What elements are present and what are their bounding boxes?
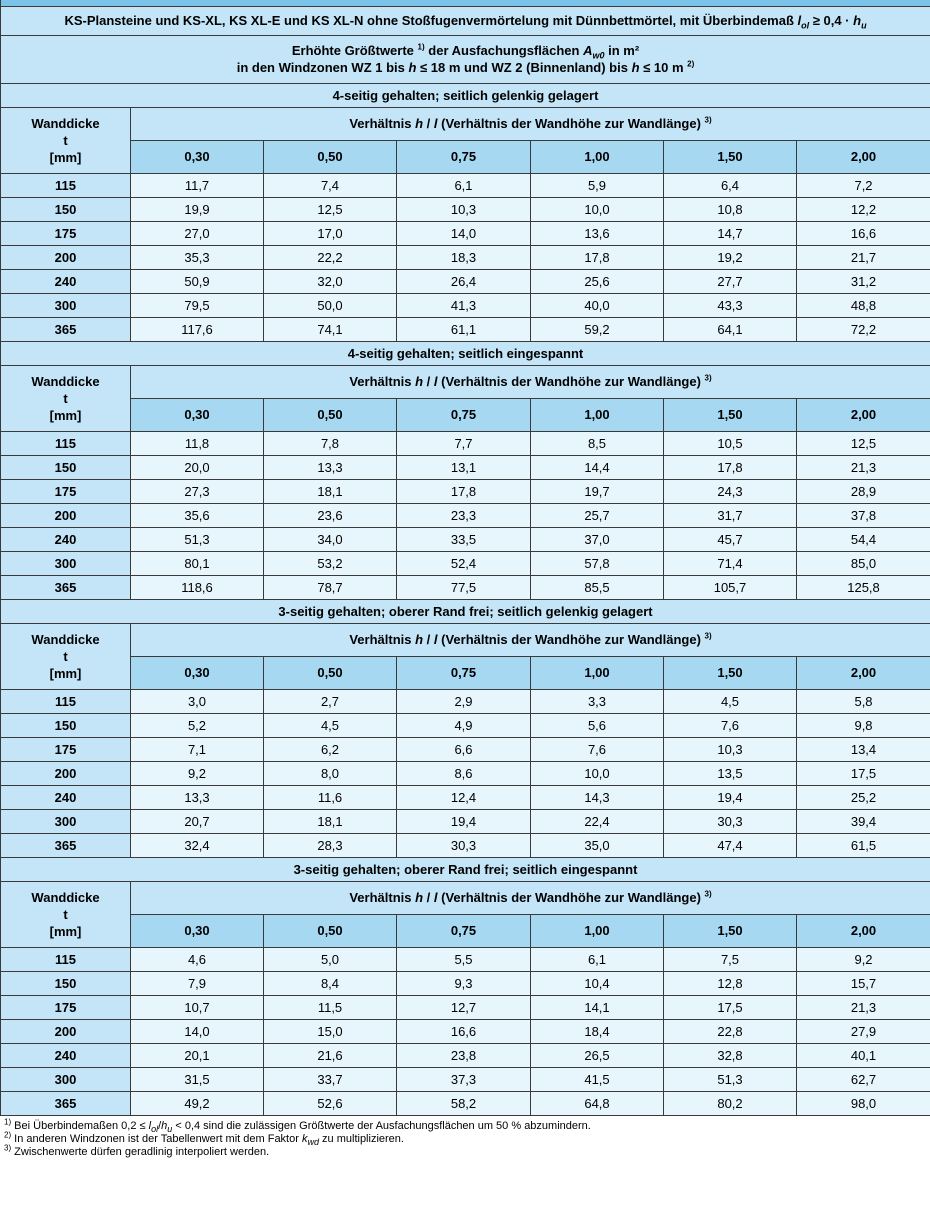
table-row (1, 317, 930, 341)
value-cell: 16,6 (797, 221, 930, 245)
value-cell: 18,1 (264, 479, 397, 503)
ratio-column-header: 0,30 (131, 656, 264, 689)
table-row (1, 689, 930, 713)
table-row (1, 293, 930, 317)
value-cell: 12,7 (397, 995, 531, 1019)
table-row (1, 971, 930, 995)
value-cell: 12,5 (797, 431, 930, 455)
value-cell: 80,2 (664, 1091, 797, 1115)
value-cell: 31,7 (664, 503, 797, 527)
value-cell: 14,3 (531, 785, 664, 809)
value-cell: 19,9 (131, 197, 264, 221)
wall-thickness-cell: 365 (1, 1091, 131, 1115)
value-cell: 22,8 (664, 1019, 797, 1043)
wall-thickness-label: Wanddicke t [mm] (1, 881, 131, 947)
value-cell: 21,3 (797, 995, 930, 1019)
value-cell: 19,2 (664, 245, 797, 269)
table-row (1, 479, 930, 503)
value-cell: 18,3 (397, 245, 531, 269)
value-cell: 10,4 (531, 971, 664, 995)
section-title-row (1, 83, 930, 107)
wall-thickness-cell: 300 (1, 293, 131, 317)
value-cell: 30,3 (397, 833, 531, 857)
value-cell: 19,7 (531, 479, 664, 503)
wall-thickness-label: Wanddicke t [mm] (1, 365, 131, 431)
table-row (1, 947, 930, 971)
value-cell: 21,3 (797, 455, 930, 479)
value-cell: 13,6 (531, 221, 664, 245)
table-subheading (1, 35, 930, 83)
table-row (1, 785, 930, 809)
value-cell: 12,8 (664, 971, 797, 995)
value-cell: 21,7 (797, 245, 930, 269)
section-title-row (1, 599, 930, 623)
value-cell: 6,1 (531, 947, 664, 971)
table-row (1, 431, 930, 455)
table-row (1, 527, 930, 551)
section-title: 4-seitig gehalten; seitlich eingespannt (1, 341, 930, 365)
value-cell: 48,8 (797, 293, 930, 317)
value-cell: 10,3 (664, 737, 797, 761)
value-cell: 37,8 (797, 503, 930, 527)
ratio-header-row (1, 623, 930, 656)
value-cell: 17,0 (264, 221, 397, 245)
value-cell: 15,0 (264, 1019, 397, 1043)
value-cell: 14,1 (531, 995, 664, 1019)
table-row (1, 269, 930, 293)
ratio-header-row (1, 107, 930, 140)
value-cell: 13,3 (131, 785, 264, 809)
value-cell: 37,3 (397, 1067, 531, 1091)
ratio-columns-row (1, 914, 930, 947)
wall-thickness-cell: 115 (1, 173, 131, 197)
value-cell: 59,2 (531, 317, 664, 341)
value-cell: 40,0 (531, 293, 664, 317)
value-cell: 64,1 (664, 317, 797, 341)
ratio-header-row (1, 365, 930, 398)
value-cell: 31,5 (131, 1067, 264, 1091)
ratio-column-header: 0,50 (264, 398, 397, 431)
value-cell: 118,6 (131, 575, 264, 599)
value-cell: 19,4 (664, 785, 797, 809)
value-cell: 25,7 (531, 503, 664, 527)
table-row (1, 455, 930, 479)
value-cell: 40,1 (797, 1043, 930, 1067)
value-cell: 79,5 (131, 293, 264, 317)
value-cell: 45,7 (664, 527, 797, 551)
value-cell: 19,4 (397, 809, 531, 833)
value-cell: 50,0 (264, 293, 397, 317)
value-cell: 27,3 (131, 479, 264, 503)
value-cell: 7,6 (664, 713, 797, 737)
value-cell: 23,8 (397, 1043, 531, 1067)
wall-thickness-cell: 115 (1, 431, 131, 455)
section-title: 3-seitig gehalten; oberer Rand frei; seitlich eingespannt (1, 857, 930, 881)
table-row (1, 713, 930, 737)
value-cell: 62,7 (797, 1067, 930, 1091)
value-cell: 5,9 (531, 173, 664, 197)
wall-thickness-cell: 240 (1, 1043, 131, 1067)
table-row (1, 245, 930, 269)
wall-thickness-cell: 240 (1, 527, 131, 551)
ratio-columns-row (1, 140, 930, 173)
table-row (1, 761, 930, 785)
value-cell: 85,5 (531, 575, 664, 599)
value-cell: 53,2 (264, 551, 397, 575)
value-cell: 9,8 (797, 713, 930, 737)
value-cell: 78,7 (264, 575, 397, 599)
wall-thickness-cell: 150 (1, 971, 131, 995)
table-row (1, 575, 930, 599)
ratio-column-header: 1,50 (664, 140, 797, 173)
value-cell: 80,1 (131, 551, 264, 575)
wall-thickness-cell: 175 (1, 995, 131, 1019)
table-row (1, 737, 930, 761)
value-cell: 34,0 (264, 527, 397, 551)
table-row (1, 833, 930, 857)
value-cell: 117,6 (131, 317, 264, 341)
value-cell: 7,8 (264, 431, 397, 455)
ratio-header-row (1, 881, 930, 914)
value-cell: 7,7 (397, 431, 531, 455)
value-cell: 26,5 (531, 1043, 664, 1067)
table-row (1, 1091, 930, 1115)
value-cell: 17,8 (664, 455, 797, 479)
wall-thickness-cell: 365 (1, 833, 131, 857)
ratio-column-header: 1,50 (664, 914, 797, 947)
value-cell: 10,0 (531, 197, 664, 221)
value-cell: 9,3 (397, 971, 531, 995)
ratio-label: Verhältnis h / l (Verhältnis der Wandhöhe zur Wandlänge) $^{3)}$ (131, 623, 930, 656)
value-cell: 13,3 (264, 455, 397, 479)
value-cell: 5,5 (397, 947, 531, 971)
ratio-column-header: 2,00 (797, 140, 930, 173)
value-cell: 32,4 (131, 833, 264, 857)
wall-thickness-cell: 200 (1, 245, 131, 269)
wall-thickness-cell: 115 (1, 947, 131, 971)
value-cell: 27,0 (131, 221, 264, 245)
wall-thickness-cell: 300 (1, 809, 131, 833)
value-cell: 98,0 (797, 1091, 930, 1115)
value-cell: 27,9 (797, 1019, 930, 1043)
value-cell: 23,3 (397, 503, 531, 527)
value-cell: 14,0 (397, 221, 531, 245)
table-title (1, 6, 930, 35)
value-cell: 52,4 (397, 551, 531, 575)
value-cell: 17,5 (664, 995, 797, 1019)
value-cell: 35,3 (131, 245, 264, 269)
value-cell: 18,4 (531, 1019, 664, 1043)
value-cell: 27,7 (664, 269, 797, 293)
value-cell: 2,7 (264, 689, 397, 713)
value-cell: 6,1 (397, 173, 531, 197)
value-cell: 10,0 (531, 761, 664, 785)
ratio-column-header: 1,00 (531, 656, 664, 689)
wall-thickness-cell: 175 (1, 221, 131, 245)
ratio-column-header: 0,30 (131, 398, 264, 431)
ratio-column-header: 0,50 (264, 656, 397, 689)
value-cell: 20,7 (131, 809, 264, 833)
value-cell: 16,6 (397, 1019, 531, 1043)
value-cell: 9,2 (797, 947, 930, 971)
table-row (1, 1043, 930, 1067)
value-cell: 12,2 (797, 197, 930, 221)
table-row (1, 809, 930, 833)
wall-thickness-cell: 150 (1, 197, 131, 221)
value-cell: 33,7 (264, 1067, 397, 1091)
value-cell: 43,3 (664, 293, 797, 317)
ratio-label: Verhältnis h / l (Verhältnis der Wandhöhe zur Wandlänge) $^{3)}$ (131, 881, 930, 914)
value-cell: 64,8 (531, 1091, 664, 1115)
subheading-line-1: Erhöhte Größtwerte $^{1)}$ der Ausfachungsflächen $A_{w0}$ in m² (291, 42, 640, 61)
value-cell: 31,2 (797, 269, 930, 293)
ratio-column-header: 0,75 (397, 656, 531, 689)
value-cell: 52,6 (264, 1091, 397, 1115)
value-cell: 17,8 (531, 245, 664, 269)
wall-thickness-cell: 175 (1, 737, 131, 761)
value-cell: 105,7 (664, 575, 797, 599)
value-cell: 20,1 (131, 1043, 264, 1067)
value-cell: 4,5 (664, 689, 797, 713)
footnote-3: $^{3)}$ Zwischenwerte dürfen geradlinig interpoliert werden. (4, 1142, 270, 1158)
wall-thickness-cell: 300 (1, 1067, 131, 1091)
value-cell: 7,6 (531, 737, 664, 761)
ratio-column-header: 0,50 (264, 914, 397, 947)
wall-thickness-cell: 175 (1, 479, 131, 503)
value-cell: 77,5 (397, 575, 531, 599)
wall-thickness-cell: 240 (1, 269, 131, 293)
wall-thickness-cell: 200 (1, 503, 131, 527)
value-cell: 7,9 (131, 971, 264, 995)
wall-thickness-cell: 115 (1, 689, 131, 713)
footnotes (0, 1116, 930, 1159)
value-cell: 7,1 (131, 737, 264, 761)
ratio-column-header: 0,30 (131, 140, 264, 173)
footnote-2: $^{2)}$ In anderen Windzonen ist der Tabellenwert mit dem Faktor $k_{wd}$ zu multiplizieren. (4, 1129, 404, 1147)
value-cell: 5,8 (797, 689, 930, 713)
value-cell: 12,5 (264, 197, 397, 221)
ratio-columns-row (1, 398, 930, 431)
value-cell: 14,4 (531, 455, 664, 479)
table-row (1, 221, 930, 245)
value-cell: 14,0 (131, 1019, 264, 1043)
value-cell: 30,3 (664, 809, 797, 833)
value-cell: 7,5 (664, 947, 797, 971)
wall-thickness-cell: 365 (1, 575, 131, 599)
table-row (1, 197, 930, 221)
value-cell: 11,5 (264, 995, 397, 1019)
value-cell: 57,8 (531, 551, 664, 575)
value-cell: 8,4 (264, 971, 397, 995)
ratio-column-header: 1,00 (531, 914, 664, 947)
wall-thickness-label: Wanddicke t [mm] (1, 623, 131, 689)
value-cell: 32,0 (264, 269, 397, 293)
value-cell: 5,6 (531, 713, 664, 737)
value-cell: 4,6 (131, 947, 264, 971)
value-cell: 35,0 (531, 833, 664, 857)
wall-thickness-cell: 240 (1, 785, 131, 809)
value-cell: 8,6 (397, 761, 531, 785)
ratio-column-header: 2,00 (797, 656, 930, 689)
value-cell: 7,4 (264, 173, 397, 197)
wall-thickness-cell: 200 (1, 761, 131, 785)
value-cell: 13,1 (397, 455, 531, 479)
table-row (1, 1019, 930, 1043)
ratio-column-header: 1,00 (531, 140, 664, 173)
value-cell: 11,6 (264, 785, 397, 809)
section-title: 4-seitig gehalten; seitlich gelenkig gelagert (1, 83, 930, 107)
ratio-column-header: 2,00 (797, 398, 930, 431)
value-cell: 28,3 (264, 833, 397, 857)
value-cell: 71,4 (664, 551, 797, 575)
section-title-row (1, 857, 930, 881)
value-cell: 10,7 (131, 995, 264, 1019)
ratio-columns-row (1, 656, 930, 689)
section-title: 3-seitig gehalten; oberer Rand frei; seitlich gelenkig gelagert (1, 599, 930, 623)
value-cell: 5,2 (131, 713, 264, 737)
value-cell: 74,1 (264, 317, 397, 341)
ratio-column-header: 0,75 (397, 140, 531, 173)
value-cell: 125,8 (797, 575, 930, 599)
value-cell: 5,0 (264, 947, 397, 971)
value-cell: 35,6 (131, 503, 264, 527)
subheading-line-2: in den Windzonen WZ 1 bis h ≤ 18 m und WZ 2 (Binnenland) bis h ≤ 10 m $^{2)}$ (236, 59, 695, 75)
value-cell: 15,7 (797, 971, 930, 995)
ratio-column-header: 0,75 (397, 914, 531, 947)
value-cell: 18,1 (264, 809, 397, 833)
ratio-column-header: 1,50 (664, 398, 797, 431)
value-cell: 58,2 (397, 1091, 531, 1115)
value-cell: 49,2 (131, 1091, 264, 1115)
value-cell: 20,0 (131, 455, 264, 479)
value-cell: 12,4 (397, 785, 531, 809)
table-row (1, 995, 930, 1019)
value-cell: 54,4 (797, 527, 930, 551)
ratio-column-header: 1,00 (531, 398, 664, 431)
value-cell: 72,2 (797, 317, 930, 341)
value-cell: 25,2 (797, 785, 930, 809)
value-cell: 26,4 (397, 269, 531, 293)
value-cell: 3,0 (131, 689, 264, 713)
value-cell: 22,2 (264, 245, 397, 269)
value-cell: 10,3 (397, 197, 531, 221)
value-cell: 14,7 (664, 221, 797, 245)
value-cell: 11,8 (131, 431, 264, 455)
value-cell: 61,1 (397, 317, 531, 341)
value-cell: 85,0 (797, 551, 930, 575)
value-cell: 39,4 (797, 809, 930, 833)
wall-thickness-cell: 200 (1, 1019, 131, 1043)
value-cell: 61,5 (797, 833, 930, 857)
value-cell: 24,3 (664, 479, 797, 503)
value-cell: 50,9 (131, 269, 264, 293)
ratio-column-header: 0,30 (131, 914, 264, 947)
ratio-label: Verhältnis h / l (Verhältnis der Wandhöhe zur Wandlänge) $^{3)}$ (131, 107, 930, 140)
value-cell: 41,5 (531, 1067, 664, 1091)
table-row (1, 551, 930, 575)
table-row (1, 173, 930, 197)
value-cell: 25,6 (531, 269, 664, 293)
value-cell: 37,0 (531, 527, 664, 551)
value-cell: 13,4 (797, 737, 930, 761)
value-cell: 23,6 (264, 503, 397, 527)
value-cell: 33,5 (397, 527, 531, 551)
wall-thickness-label: Wanddicke t [mm] (1, 107, 131, 173)
value-cell: 6,4 (664, 173, 797, 197)
value-cell: 10,5 (664, 431, 797, 455)
value-cell: 22,4 (531, 809, 664, 833)
ratio-column-header: 1,50 (664, 656, 797, 689)
value-cell: 32,8 (664, 1043, 797, 1067)
value-cell: 6,6 (397, 737, 531, 761)
ratio-label: Verhältnis h / l (Verhältnis der Wandhöhe zur Wandlänge) $^{3)}$ (131, 365, 930, 398)
value-cell: 51,3 (664, 1067, 797, 1091)
table-row (1, 503, 930, 527)
value-cell: 8,5 (531, 431, 664, 455)
value-cell: 8,0 (264, 761, 397, 785)
ratio-column-header: 0,50 (264, 140, 397, 173)
wall-thickness-cell: 150 (1, 713, 131, 737)
footnote-1: $^{1)}$ Bei Überbindemaßen $0,2 \le l_{ol}/h_u < 0,4$ sind die zulässigen Größtwerte der Ausfachungsflächen um 50 % abzumindern. (4, 1116, 591, 1134)
title-text: KS-Plansteine und KS-XL, KS XL-E und KS XL-N ohne Stoßfugenvermörtelung mit Dünnbettmörtel, mit Überbindemaß $l_{ol} \ge 0,4 \cdot h_u$ (64, 13, 867, 31)
value-cell: 51,3 (131, 527, 264, 551)
value-cell: 17,8 (397, 479, 531, 503)
value-cell: 4,5 (264, 713, 397, 737)
value-cell: 21,6 (264, 1043, 397, 1067)
wall-thickness-cell: 150 (1, 455, 131, 479)
ratio-column-header: 0,75 (397, 398, 531, 431)
value-cell: 11,7 (131, 173, 264, 197)
value-cell: 7,2 (797, 173, 930, 197)
value-cell: 28,9 (797, 479, 930, 503)
value-cell: 2,9 (397, 689, 531, 713)
wall-thickness-cell: 300 (1, 551, 131, 575)
value-cell: 6,2 (264, 737, 397, 761)
ratio-column-header: 2,00 (797, 914, 930, 947)
value-cell: 47,4 (664, 833, 797, 857)
table-subheading-row (1, 35, 930, 83)
value-cell: 17,5 (797, 761, 930, 785)
value-cell: 10,8 (664, 197, 797, 221)
value-cell: 4,9 (397, 713, 531, 737)
value-cell: 3,3 (531, 689, 664, 713)
table-row (1, 1067, 930, 1091)
wall-thickness-cell: 365 (1, 317, 131, 341)
value-cell: 41,3 (397, 293, 531, 317)
section-title-row (1, 341, 930, 365)
value-cell: 9,2 (131, 761, 264, 785)
value-cell: 13,5 (664, 761, 797, 785)
table-title-row (1, 6, 930, 35)
